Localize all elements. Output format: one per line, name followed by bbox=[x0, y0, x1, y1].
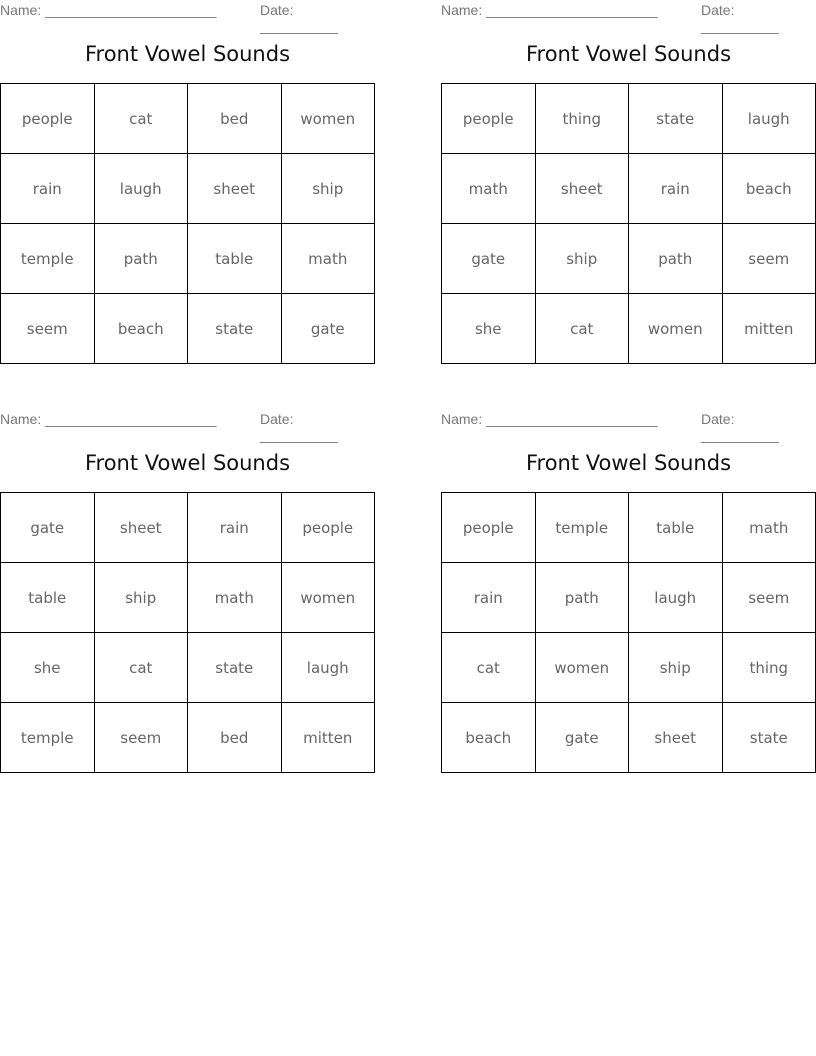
card-header bbox=[0, 2, 375, 34]
grid-cell: math bbox=[281, 224, 375, 294]
grid-cell: laugh bbox=[722, 84, 816, 154]
name-field: Name: ______________________ bbox=[441, 2, 658, 18]
grid-row bbox=[442, 493, 816, 563]
grid-row bbox=[442, 154, 816, 224]
grid-cell: women bbox=[281, 563, 375, 633]
grid-cell: beach bbox=[442, 703, 536, 773]
grid-cell: bed bbox=[188, 84, 282, 154]
grid-cell: math bbox=[722, 493, 816, 563]
grid-cell: rain bbox=[442, 563, 536, 633]
grid-row bbox=[1, 84, 375, 154]
date-field: Date: __________ bbox=[701, 2, 779, 34]
grid-cell: sheet bbox=[629, 703, 723, 773]
date-field: Date: __________ bbox=[701, 411, 779, 443]
grid-cell: seem bbox=[1, 294, 95, 364]
grid-row bbox=[442, 224, 816, 294]
bingo-grid bbox=[0, 83, 375, 364]
grid-row bbox=[1, 493, 375, 563]
grid-cell: laugh bbox=[94, 154, 188, 224]
name-field: Name: ______________________ bbox=[0, 411, 217, 427]
grid-row bbox=[1, 633, 375, 703]
date-field: Date: __________ bbox=[260, 411, 338, 443]
grid-cell: temple bbox=[535, 493, 629, 563]
grid-cell: laugh bbox=[281, 633, 375, 703]
grid-cell: ship bbox=[281, 154, 375, 224]
grid-cell: path bbox=[94, 224, 188, 294]
grid-cell: gate bbox=[1, 493, 95, 563]
grid-cell: women bbox=[281, 84, 375, 154]
grid-row bbox=[1, 224, 375, 294]
grid-cell: thing bbox=[722, 633, 816, 703]
grid-cell: cat bbox=[94, 84, 188, 154]
grid-row bbox=[1, 154, 375, 224]
grid-cell: seem bbox=[94, 703, 188, 773]
grid-cell: temple bbox=[1, 224, 95, 294]
grid-cell: cat bbox=[94, 633, 188, 703]
grid-cell: state bbox=[188, 633, 282, 703]
card-header bbox=[441, 2, 816, 34]
bingo-grid bbox=[441, 83, 816, 364]
grid-cell: state bbox=[188, 294, 282, 364]
bingo-grid bbox=[0, 492, 375, 773]
card-title: Front Vowel Sounds bbox=[84, 42, 291, 66]
grid-cell: seem bbox=[722, 224, 816, 294]
card-title: Front Vowel Sounds bbox=[525, 42, 732, 66]
grid-cell: people bbox=[442, 493, 536, 563]
grid-row bbox=[442, 703, 816, 773]
grid-cell: table bbox=[188, 224, 282, 294]
grid-cell: beach bbox=[94, 294, 188, 364]
grid-cell: women bbox=[629, 294, 723, 364]
grid-row bbox=[442, 633, 816, 703]
grid-cell: rain bbox=[1, 154, 95, 224]
grid-cell: math bbox=[188, 563, 282, 633]
bingo-card bbox=[0, 0, 375, 365]
grid-row bbox=[442, 294, 816, 364]
card-header bbox=[441, 411, 816, 443]
bingo-card bbox=[0, 409, 375, 774]
bingo-card bbox=[441, 409, 816, 774]
grid-cell: cat bbox=[535, 294, 629, 364]
grid-cell: ship bbox=[629, 633, 723, 703]
grid-cell: beach bbox=[722, 154, 816, 224]
grid-cell: table bbox=[629, 493, 723, 563]
grid-cell: she bbox=[442, 294, 536, 364]
grid-row bbox=[1, 563, 375, 633]
grid-cell: ship bbox=[94, 563, 188, 633]
grid-cell: gate bbox=[442, 224, 536, 294]
grid-cell: gate bbox=[535, 703, 629, 773]
grid-cell: people bbox=[442, 84, 536, 154]
name-field: Name: ______________________ bbox=[441, 411, 658, 427]
grid-cell: mitten bbox=[722, 294, 816, 364]
grid-cell: state bbox=[722, 703, 816, 773]
grid-cell: sheet bbox=[94, 493, 188, 563]
bingo-card bbox=[441, 0, 816, 365]
grid-cell: people bbox=[281, 493, 375, 563]
grid-cell: ship bbox=[535, 224, 629, 294]
grid-cell: women bbox=[535, 633, 629, 703]
name-field: Name: ______________________ bbox=[0, 2, 217, 18]
card-title: Front Vowel Sounds bbox=[84, 451, 291, 475]
grid-cell: math bbox=[442, 154, 536, 224]
card-header bbox=[0, 411, 375, 443]
grid-cell: path bbox=[535, 563, 629, 633]
grid-cell: sheet bbox=[188, 154, 282, 224]
grid-cell: people bbox=[1, 84, 95, 154]
grid-cell: path bbox=[629, 224, 723, 294]
grid-cell: rain bbox=[188, 493, 282, 563]
grid-cell: table bbox=[1, 563, 95, 633]
grid-cell: mitten bbox=[281, 703, 375, 773]
grid-cell: gate bbox=[281, 294, 375, 364]
card-title: Front Vowel Sounds bbox=[525, 451, 732, 475]
grid-cell: state bbox=[629, 84, 723, 154]
grid-cell: she bbox=[1, 633, 95, 703]
grid-cell: thing bbox=[535, 84, 629, 154]
grid-cell: laugh bbox=[629, 563, 723, 633]
grid-cell: cat bbox=[442, 633, 536, 703]
grid-cell: sheet bbox=[535, 154, 629, 224]
date-field: Date: __________ bbox=[260, 2, 338, 34]
grid-cell: temple bbox=[1, 703, 95, 773]
grid-row bbox=[442, 563, 816, 633]
grid-cell: seem bbox=[722, 563, 816, 633]
grid-cell: bed bbox=[188, 703, 282, 773]
grid-row bbox=[442, 84, 816, 154]
grid-row bbox=[1, 294, 375, 364]
bingo-grid bbox=[441, 492, 816, 773]
grid-row bbox=[1, 703, 375, 773]
grid-cell: rain bbox=[629, 154, 723, 224]
